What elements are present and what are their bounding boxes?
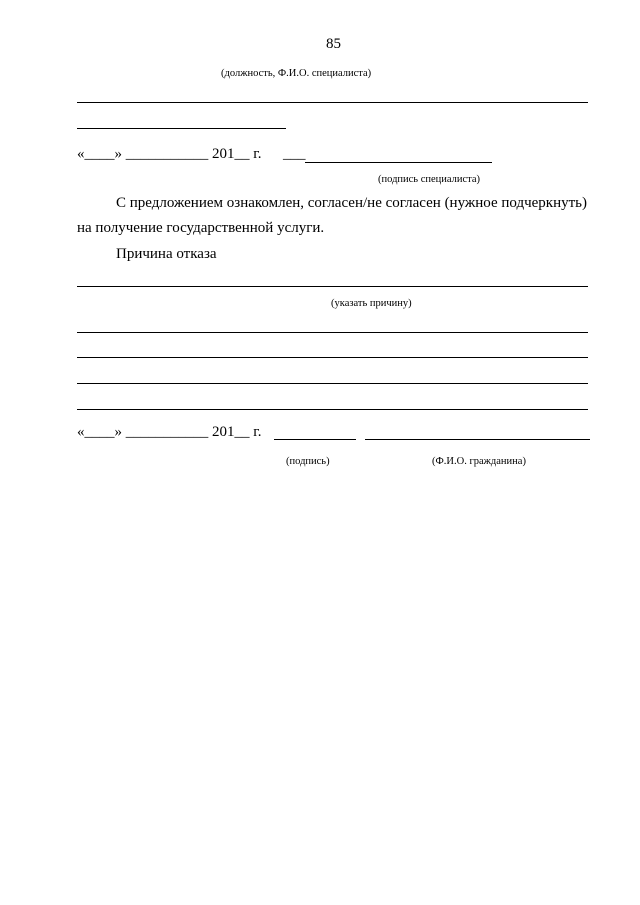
statement-line-1: С предложением ознакомлен, согласен/не согласен (нужное подчеркнуть)	[116, 195, 588, 211]
specialist-position-caption: (должность, Ф.И.О. специалиста)	[221, 68, 372, 79]
citizen-signature-line	[274, 439, 356, 440]
specialist-position-line-short	[77, 128, 286, 129]
specialist-date-line: «____» ___________ 201__ г.	[77, 146, 262, 162]
reason-line	[77, 409, 588, 410]
reason-line	[77, 383, 588, 384]
refusal-reason-line	[77, 286, 588, 287]
citizen-signature-caption: (подпись)	[286, 456, 330, 467]
citizen-date-line: «____» ___________ 201__ г.	[77, 424, 262, 440]
specialist-signature-line	[305, 162, 492, 163]
page-number: 85	[326, 36, 341, 52]
reason-line	[77, 357, 588, 358]
reason-line	[77, 332, 588, 333]
refusal-reason-label: Причина отказа	[116, 246, 217, 262]
citizen-name-line	[365, 439, 590, 440]
refusal-reason-caption: (указать причину)	[331, 298, 412, 309]
specialist-position-line	[77, 102, 588, 103]
specialist-signature-caption: (подпись специалиста)	[378, 174, 481, 185]
citizen-name-caption: (Ф.И.О. гражданина)	[432, 456, 526, 467]
statement-line-2: на получение государственной услуги.	[77, 220, 325, 236]
specialist-signature-blank: ___	[283, 146, 306, 162]
